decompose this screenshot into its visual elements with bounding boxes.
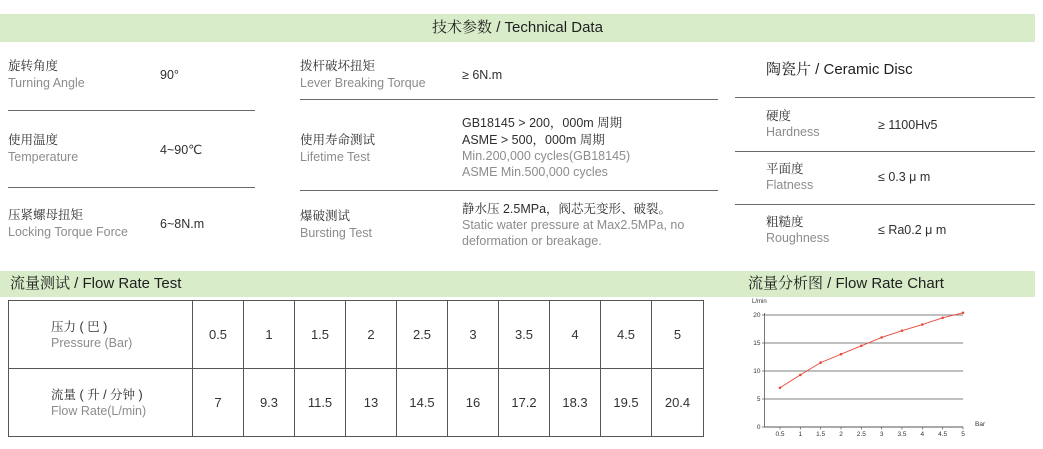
flow-rate-value-cell: 13: [346, 369, 397, 437]
data-point: [962, 311, 965, 314]
locking-torque-label-zh: 压紧螺母扭矩: [8, 208, 84, 222]
data-point: [941, 317, 944, 320]
pressure-value-cell: 1.5: [295, 301, 346, 369]
divider: [8, 187, 255, 188]
flow-rate-label-cell: [9, 369, 193, 437]
temperature-label-en: Temperature: [8, 150, 79, 164]
hardness-label-en: Hardness: [766, 125, 820, 139]
x-tick-label: 4: [920, 431, 925, 438]
pressure-value-cell: 0.5: [193, 301, 244, 369]
temperature-label-zh: 使用温度: [8, 133, 59, 147]
flatness-label-zh: 平面度: [766, 162, 804, 176]
y-tick-label: 0: [756, 424, 761, 432]
turning-angle-label-en: Turning Angle: [8, 76, 85, 90]
flow-rate-value-cell: 14.5: [397, 369, 448, 437]
flow-rate-value-cell: 11.5: [295, 369, 346, 437]
x-tick-label: 2.5: [856, 431, 866, 438]
lifetime-value-en: Min.200,000 cycles(GB18145): [462, 149, 631, 163]
y-axis-label: L/min: [752, 299, 767, 305]
flatness-label-en: Flatness: [766, 178, 814, 192]
x-tick-label: 1.5: [816, 431, 826, 438]
flow-rate-row: [9, 369, 704, 437]
lever-torque-label-zh: 拨杆破坏扭矩: [300, 59, 376, 73]
lever-torque-value: ≥ 6N.m: [462, 68, 503, 82]
pressure-value-cell: 2: [346, 301, 397, 369]
bursting-value-zh: 静水压 2.5MPa，阀芯无变形、破裂。: [462, 202, 672, 216]
x-axis-label: Bar: [975, 421, 986, 428]
lifetime-test-label-en: Lifetime Test: [300, 150, 370, 164]
flow-rate-value-cell: 18.3: [550, 369, 601, 437]
data-point: [819, 361, 822, 364]
bursting-test-label-zh: 爆破测试: [300, 209, 351, 223]
data-point: [860, 345, 863, 348]
flow-rate-value-cell: 7: [193, 369, 244, 437]
technical-data-title: 技术参数 / Technical Data: [432, 19, 603, 36]
data-point: [840, 353, 843, 356]
divider: [735, 151, 1035, 152]
flow-rate-chart-title: 流量分析图 / Flow Rate Chart: [748, 275, 944, 292]
pressure-value-cell: 4: [550, 301, 601, 369]
roughness-label-en: Roughness: [766, 231, 830, 245]
flatness-value: ≤ 0.3 μ m: [878, 170, 931, 184]
turning-angle-label-zh: 旋转角度: [8, 59, 59, 73]
lifetime-test-label-zh: 使用寿命测试: [300, 133, 376, 147]
roughness-value: ≤ Ra0.2 μ m: [878, 223, 947, 237]
flow-rate-chart: [740, 296, 1040, 446]
data-point: [921, 323, 924, 326]
lifetime-value-zh: GB18145 > 200，000m 周期: [462, 116, 623, 130]
pressure-value-cell: 4.5: [601, 301, 652, 369]
flow-rate-label-zh: 流量 ( 升 / 分钟 ): [51, 387, 143, 402]
x-tick-label: 5: [961, 431, 965, 438]
pressure-row: [9, 301, 704, 369]
y-tick-label: 10: [753, 368, 761, 376]
x-tick-label: 3.5: [897, 431, 907, 438]
data-point: [799, 374, 802, 377]
divider: [300, 99, 718, 100]
pressure-label-zh: 压力 ( 巴 ): [51, 319, 108, 334]
technical-data-header-bar: [0, 14, 1035, 42]
x-tick-label: 2: [839, 431, 843, 438]
pressure-value-cell: 5: [652, 301, 704, 369]
bursting-test-label-en: Bursting Test: [300, 226, 373, 240]
pressure-value-cell: 2.5: [397, 301, 448, 369]
lever-torque-label-en: Lever Breaking Torque: [300, 76, 426, 90]
flow-rate-value-cell: 19.5: [601, 369, 652, 437]
hardness-label-zh: 硬度: [766, 109, 792, 123]
flow-rate-value-cell: 17.2: [499, 369, 550, 437]
bursting-value-en: deformation or breakage.: [462, 234, 602, 248]
pressure-value-cell: 1: [244, 301, 295, 369]
divider: [8, 110, 255, 111]
data-point: [880, 336, 883, 339]
locking-torque-label-en: Locking Torque Force: [8, 225, 128, 239]
y-tick-label: 20: [753, 312, 761, 320]
flow-rate-label-en: Flow Rate(L/min): [51, 403, 147, 418]
lifetime-value-en: ASME Min.500,000 cycles: [462, 165, 608, 179]
y-tick-label: 5: [756, 396, 761, 404]
roughness-label-zh: 粗糙度: [766, 215, 804, 229]
data-point: [901, 329, 904, 332]
flow-section-header-bar: [0, 271, 1035, 297]
pressure-value-cell: 3: [448, 301, 499, 369]
x-tick-label: 0.5: [775, 431, 785, 438]
x-tick-label: 3: [879, 431, 884, 438]
pressure-label-en: Pressure (Bar): [51, 335, 133, 350]
y-tick-label: 15: [753, 340, 761, 348]
bursting-value-en: Static water pressure at Max2.5MPa, no: [462, 218, 685, 232]
locking-torque-value: 6~8N.m: [160, 217, 205, 231]
divider: [735, 97, 1035, 98]
hardness-value: ≥ 1100Hv5: [878, 118, 938, 132]
flow-rate-table: [8, 300, 704, 437]
x-tick-label: 4.5: [938, 431, 948, 438]
pressure-label-cell: [9, 301, 193, 369]
series-line: [780, 313, 963, 388]
flow-rate-value-cell: 20.4: [652, 369, 704, 437]
data-point: [779, 387, 782, 390]
x-tick-label: 1: [798, 431, 803, 438]
pressure-value-cell: 3.5: [499, 301, 550, 369]
lifetime-value-zh: ASME > 500，000m 周期: [462, 133, 605, 147]
flow-rate-value-cell: 16: [448, 369, 499, 437]
flow-rate-value-cell: 9.3: [244, 369, 295, 437]
flow-rate-test-title: 流量测试 / Flow Rate Test: [10, 275, 182, 292]
temperature-value: 4~90℃: [160, 143, 203, 157]
divider: [735, 204, 1035, 205]
turning-angle-value: 90°: [160, 68, 179, 82]
ceramic-disc-title: 陶瓷片 / Ceramic Disc: [766, 61, 913, 78]
divider: [300, 190, 718, 191]
